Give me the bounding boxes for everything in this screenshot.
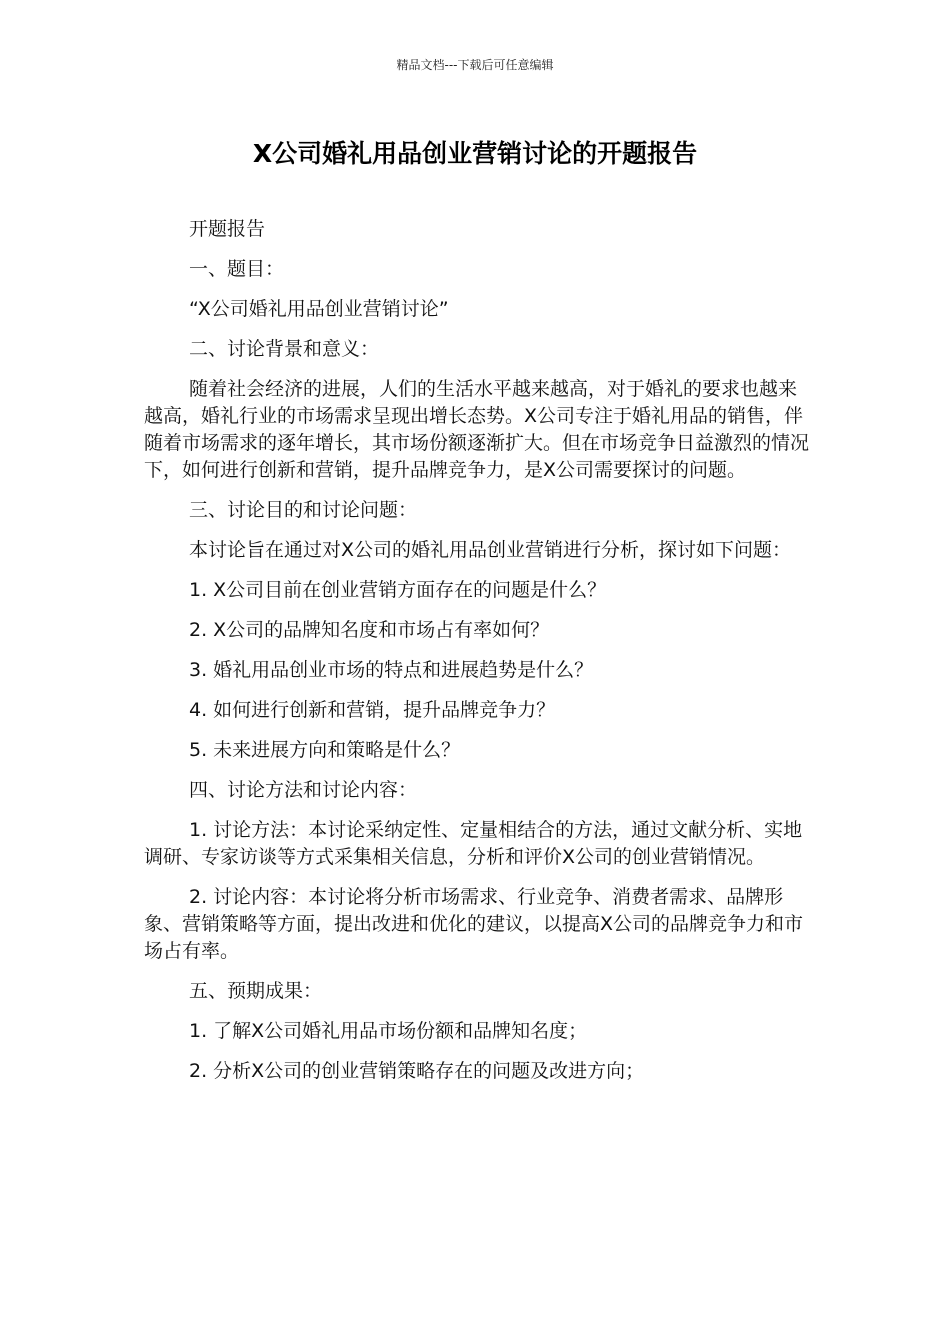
background-paragraph: 随着社会经济的进展，人们的生活水平越来越高，对于婚礼的要求也越来越高，婚礼行业的市场需求呈现出增长态势。X公司专注于婚礼用品的销售，伴随着市场需求的逐年增长，其市场份额逐渐扩大。但在市场竞争日益激烈的情况下，如何进行创新和营销，提升品牌竞争力，是X公司需要探讨的问题。: [144, 378, 810, 481]
document-title: X公司婚礼用品创业营销讨论的开题报告: [252, 139, 698, 168]
header-note: 精品文档---下载后可任意编辑: [396, 58, 554, 72]
heading-report: 开题报告: [189, 218, 266, 240]
content-paragraph: 2. 讨论内容：本讨论将分析市场需求、行业竞争、消费者需求、品牌形象、营销策略等方面，提出改进和优化的建议，以提高X公司的品牌竞争力和市场占有率。: [144, 886, 804, 962]
result-item: 2. 分析X公司的创业营销策略存在的问题及改进方向；: [189, 1060, 645, 1082]
section-heading-results: 五、预期成果：: [189, 980, 323, 1002]
question-item: 3. 婚礼用品创业市场的特点和进展趋势是什么？: [189, 659, 594, 681]
result-item: 1. 了解X公司婚礼用品市场份额和品牌知名度；: [189, 1020, 588, 1042]
question-item: 2. X公司的品牌知名度和市场占有率如何？: [189, 619, 550, 641]
section-heading-background: 二、讨论背景和意义：: [189, 338, 380, 360]
method-paragraph: 1. 讨论方法：本讨论采纳定性、定量相结合的方法，通过文献分析、实地调研、专家访谈等方式采集相关信息，分析和评价X公司的创业营销情况。: [144, 819, 803, 868]
question-item: 5. 未来进展方向和策略是什么？: [189, 739, 461, 761]
question-item: 1. X公司目前在创业营销方面存在的问题是什么？: [189, 579, 607, 601]
section-heading-topic: 一、题目：: [189, 258, 285, 280]
section-heading-purpose: 三、讨论目的和讨论问题：: [189, 499, 418, 521]
topic-text: “X公司婚礼用品创业营销讨论”: [189, 298, 449, 320]
section-heading-method: 四、讨论方法和讨论内容：: [189, 779, 418, 801]
question-item: 4. 如何进行创新和营销，提升品牌竞争力？: [189, 699, 556, 721]
document-body: [144, 216, 812, 1098]
purpose-paragraph: 本讨论旨在通过对X公司的婚礼用品创业营销进行分析，探讨如下问题：: [189, 539, 792, 561]
